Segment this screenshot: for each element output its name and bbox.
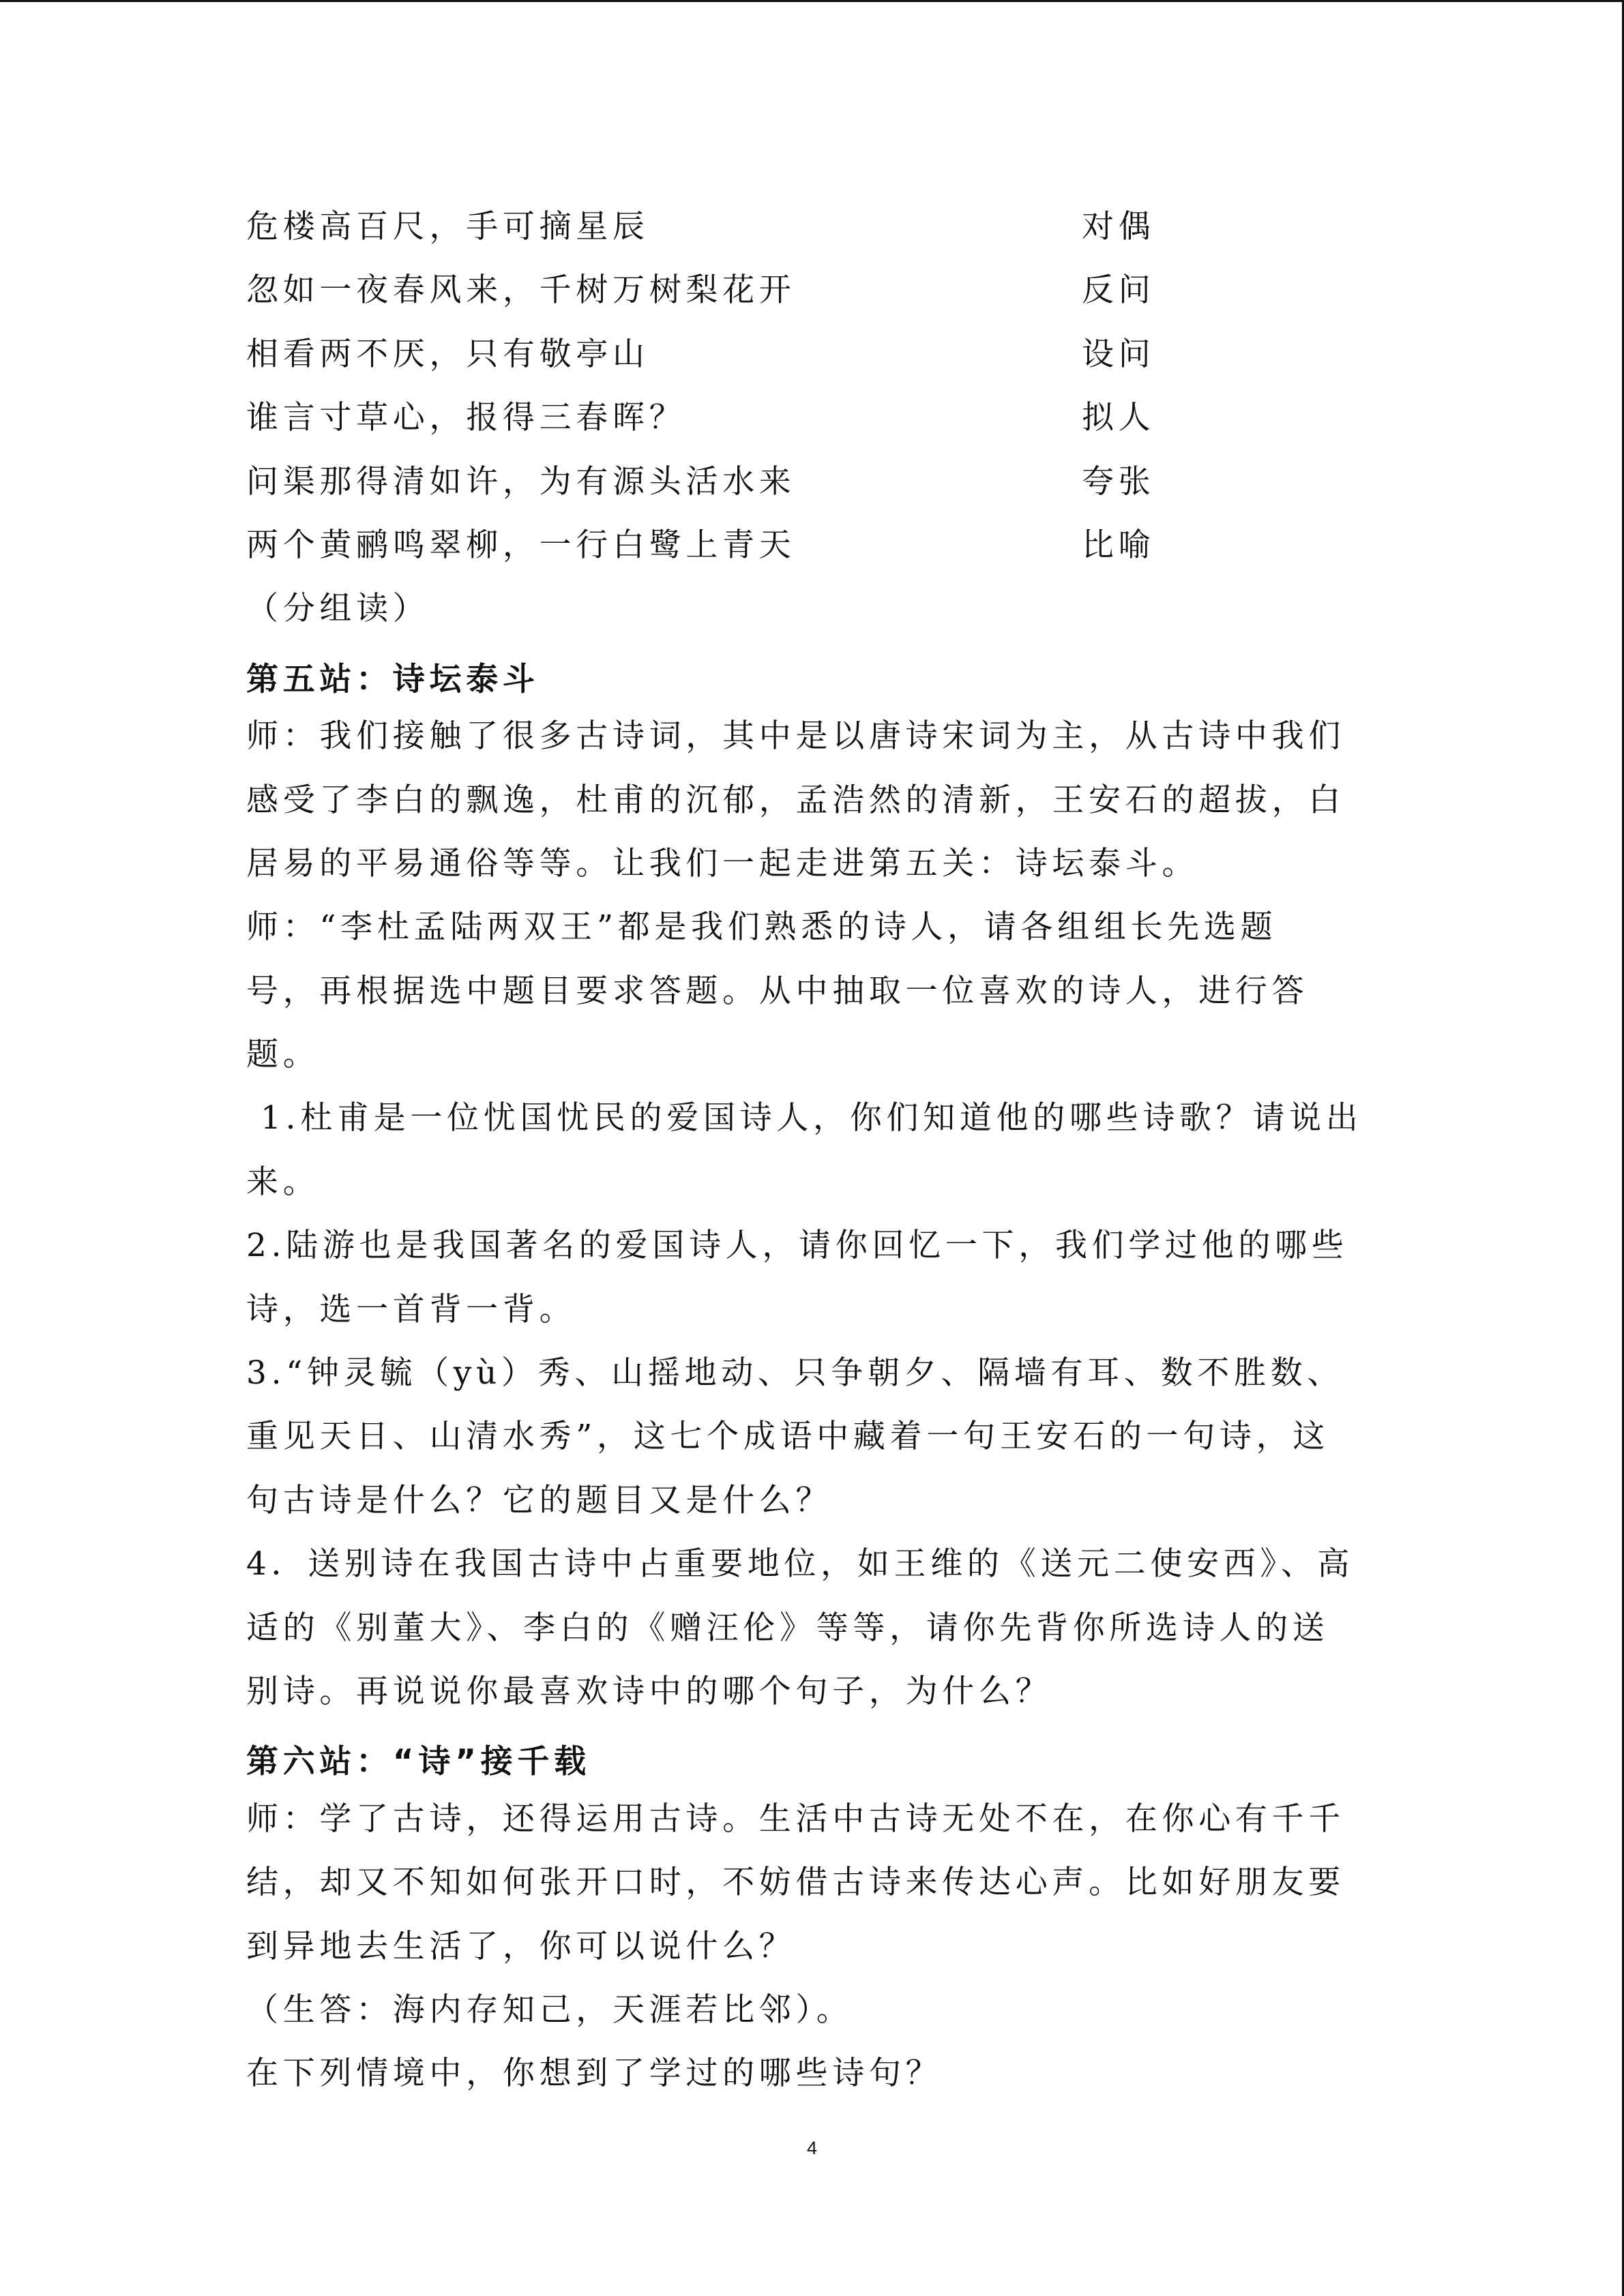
poem-line: 谁言寸草心，报得三春晖？	[246, 399, 686, 437]
prompt-line: 在下列情境中，你想到了学过的哪些诗句？	[246, 2055, 943, 2093]
paragraph-line: 到异地去生活了，你可以说什么？	[246, 1927, 796, 1965]
question-line: 来。	[246, 1163, 320, 1201]
paragraph-line: 师：“李杜孟陆两双王”都是我们熟悉的诗人，请各组组长先选题	[246, 908, 1278, 946]
question-line: 1.杜甫是一位忧国忧民的爱国诗人，你们知道他的哪些诗歌？请说出	[261, 1099, 1363, 1137]
student-answer: （生答：海内存知己，天涯若比邻）。	[246, 1991, 853, 2029]
poem-line: 相看两不厌，只有敬亭山	[246, 335, 649, 373]
section-heading: 第六站：“诗”接千载	[246, 1743, 591, 1781]
poem-line: 两个黄鹂鸣翠柳，一行白鹭上青天	[246, 526, 796, 564]
question-line: 4．送别诗在我国古诗中占重要地位，如王维的《送元二使安西》、高	[246, 1545, 1355, 1583]
document-body	[246, 195, 1363, 2106]
poem-line: 危楼高百尺，手可摘星辰	[246, 208, 649, 245]
question-line: 别诗。再说说你最喜欢诗中的哪个句子，为什么？	[246, 1672, 1052, 1710]
question-line: 适的《别董大》、李白的《赠汪伦》等等，请你先背你所选诗人的送	[246, 1609, 1329, 1647]
exercise-row	[246, 513, 1363, 577]
page-number: 4	[806, 2138, 818, 2158]
question-line: 重见天日、山清水秀”，这七个成语中藏着一句王安石的一句诗，这	[246, 1418, 1330, 1456]
group-reading-note: （分组读）	[246, 590, 430, 628]
section-heading: 第五站：诗坛泰斗	[246, 660, 540, 698]
exercise-row	[246, 323, 1363, 386]
poem-line: 问渠那得清如许，为有源头活水来	[246, 462, 796, 501]
rhetorical-device: 拟人	[1082, 399, 1155, 437]
exercise-row	[246, 450, 1363, 513]
rhetorical-device: 夸张	[1082, 462, 1155, 501]
paragraph-line: 师：学了古诗，还得运用古诗。生活中古诗无处不在，在你心有千千	[246, 1800, 1345, 1838]
paragraph-line: 师：我们接触了很多古诗词，其中是以唐诗宋词为主，从古诗中我们	[246, 717, 1345, 756]
question-line: 句古诗是什么？它的题目又是什么？	[246, 1481, 833, 1519]
paragraph-line: 感受了李白的飘逸，杜甫的沉郁，孟浩然的清新，王安石的超拔，白	[246, 781, 1345, 819]
rhetorical-device: 反问	[1082, 271, 1155, 310]
exercise-row	[246, 258, 1363, 322]
paragraph-line: 居易的平易通俗等等。让我们一起走进第五关：诗坛泰斗。	[246, 844, 1199, 882]
question-line: 3.“钟灵毓（yù）秀、山摇地动、只争朝夕、隔墙有耳、数不胜数、	[246, 1354, 1344, 1392]
poem-line: 忽如一夜春风来，千树万树梨花开	[246, 271, 796, 310]
rhetorical-device: 比喻	[1082, 526, 1155, 564]
question-line: 诗，选一首背一背。	[246, 1290, 576, 1328]
paragraph-line: 号，再根据选中题目要求答题。从中抽取一位喜欢的诗人，进行答	[246, 972, 1309, 1010]
paragraph-line: 题。	[246, 1036, 320, 1074]
rhetorical-device: 对偶	[1082, 208, 1155, 245]
paragraph-line: 结，却又不知如何张开口时，不妨借古诗来传达心声。比如好朋友要	[246, 1864, 1345, 1902]
exercise-row	[246, 386, 1363, 449]
question-line: 2.陆游也是我国著名的爱国诗人，请你回忆一下，我们学过他的哪些	[246, 1227, 1348, 1265]
rhetorical-device: 设问	[1082, 335, 1155, 373]
exercise-row	[246, 195, 1363, 258]
